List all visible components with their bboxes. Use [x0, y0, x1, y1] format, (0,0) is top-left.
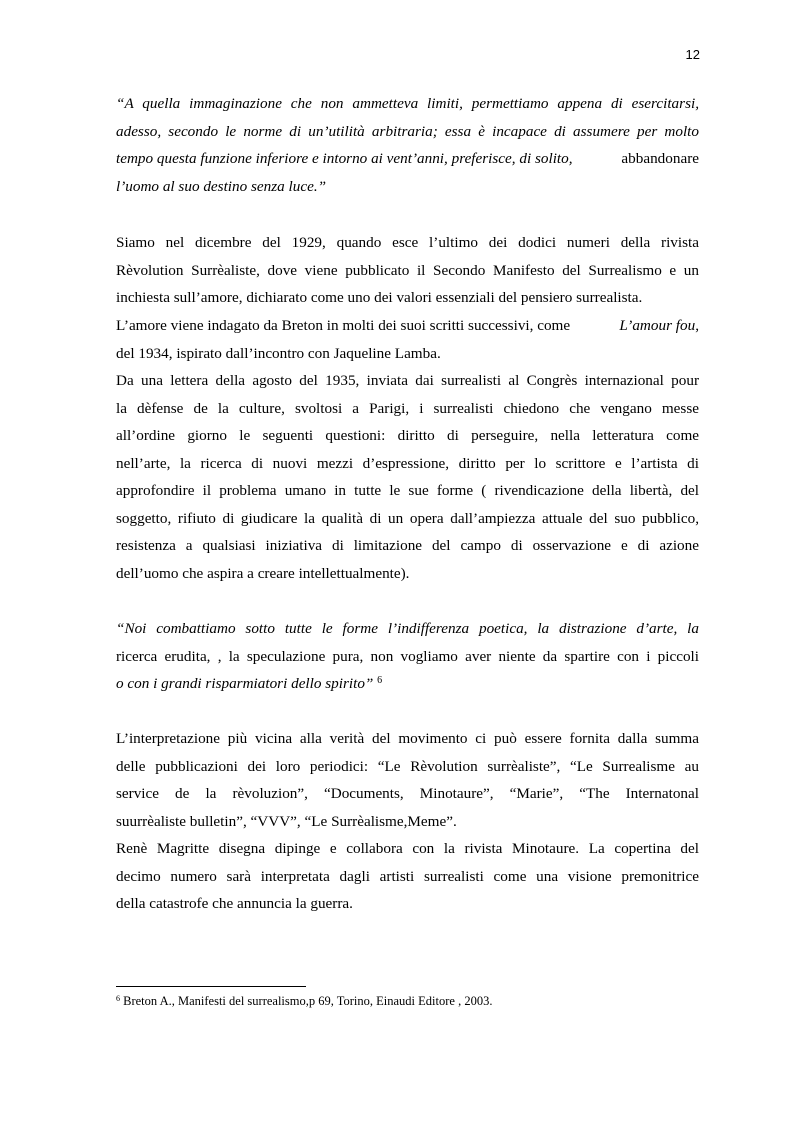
text-line: Da una lettera della agosto del 1935, inviata dai surrealisti al Congrès internazional pour: [116, 372, 699, 389]
text-line: [116, 670, 699, 698]
text-line: Rèvolution Surrèaliste, dove viene pubblicato il Secondo Manifesto del Surrealismo e un: [116, 261, 699, 279]
text-line: del 1934, ispirato dall’incontro con Jaqueline Lamba.: [116, 344, 441, 362]
footnote-separator: [116, 986, 306, 987]
text-line: dell’uomo che aspira a creare intellettualmente).: [116, 564, 410, 582]
text-line: service de la rèvoluzion”, “Documents, Minotaure”, “Marie”, “The Internatonal: [116, 785, 699, 802]
page-number: 12: [685, 47, 700, 62]
text-fragment: L’amore viene indagato da Breton in molti dei suoi scritti successivi, come: [116, 317, 571, 334]
text-line: [116, 312, 699, 340]
text-line: inchiesta sull’amore, dichiarato come uno dei valori essenziali del pensiero surrealista.: [116, 289, 643, 306]
quote-breton-imagination: [116, 90, 699, 200]
book-title: L’amour fou: [619, 317, 696, 334]
paragraph-1929: [116, 229, 699, 312]
quote-indifferenza-poetica: [116, 615, 699, 698]
text-line: “A quella immaginazione che non ammetteva limiti, permettiamo appena di esercitarsi,: [116, 95, 699, 112]
text-line: decimo numero sarà interpretata dagli artisti surrealisti come una visione premonitrice: [116, 867, 699, 885]
text-fragment: tempo questa funzione inferiore e intorno ai vent’anni, preferisce, di solito,: [116, 150, 573, 167]
text-fragment: abbandonare: [621, 150, 699, 167]
text-line: nell’arte, la ricerca di nuovi mezzi d’espressione, diritto per lo scrittore e l’artista di: [116, 454, 699, 472]
text-line: l’uomo al suo destino senza luce.”: [116, 177, 327, 195]
paragraph-lettera-1935: [116, 367, 699, 587]
text-line: delle pubblicazioni dei loro periodici: “Le Rèvolution surrèaliste”, “Le Surrealisme au: [116, 757, 699, 775]
footnote: [116, 994, 492, 1009]
text-line: L’interpretazione più vicina alla verità del movimento ci può essere fornita dalla summa: [116, 730, 699, 747]
text-line: ricerca erudita, , la speculazione pura, non vogliamo aver niente da spartire con i piccoli: [116, 647, 699, 665]
text-line: resistenza a qualsiasi iniziativa di limitazione del campo di osservazione e di azione: [116, 537, 699, 554]
text-line: [116, 145, 699, 173]
paragraph-magritte: [116, 835, 699, 918]
text-line: soggetto, rifiuto di giudicare la qualità di un opera dall’ampiezza attuale del suo pubblico,: [116, 509, 699, 527]
text-line: Renè Magritte disegna dipinge e collabora con la rivista Minotaure. La copertina del: [116, 840, 699, 857]
text-fragment: o con i grandi risparmiatori dello spirito”: [116, 675, 374, 692]
paragraph-amour-fou: [116, 312, 699, 367]
text-fragment: [619, 312, 699, 340]
text-fragment: ,: [695, 317, 699, 334]
footnote-number: 6: [116, 994, 120, 1003]
paragraph-periodici: [116, 725, 699, 835]
text-line: suurrèaliste bulletin”, “VVV”, “Le Surrèalisme,Meme”.: [116, 812, 457, 830]
text-line: Siamo nel dicembre del 1929, quando esce l’ultimo dei dodici numeri della rivista: [116, 234, 699, 251]
text-line: “Noi combattiamo sotto tutte le forme l’indifferenza poetica, la distrazione d’arte, la: [116, 620, 699, 637]
text-line: adesso, secondo le norme di un’utilità arbitraria; essa è incapace di assumere per molto: [116, 122, 699, 140]
text-line: approfondire il problema umano in tutte le sue forme ( rivendicazione della libertà, del: [116, 482, 699, 499]
footnote-reference[interactable]: 6: [377, 675, 383, 686]
text-line: all’ordine giorno le seguenti questioni: diritto di perseguire, nella letteratura come: [116, 427, 699, 444]
footnote-text: Breton A., Manifesti del surrealismo,p 69, Torino, Einaudi Editore , 2003.: [120, 994, 493, 1008]
text-line: della catastrofe che annuncia la guerra.: [116, 895, 353, 912]
text-line: la dèfense de la culture, svoltosi a Parigi, i surrealisti chiedono che vengano messe: [116, 399, 699, 417]
